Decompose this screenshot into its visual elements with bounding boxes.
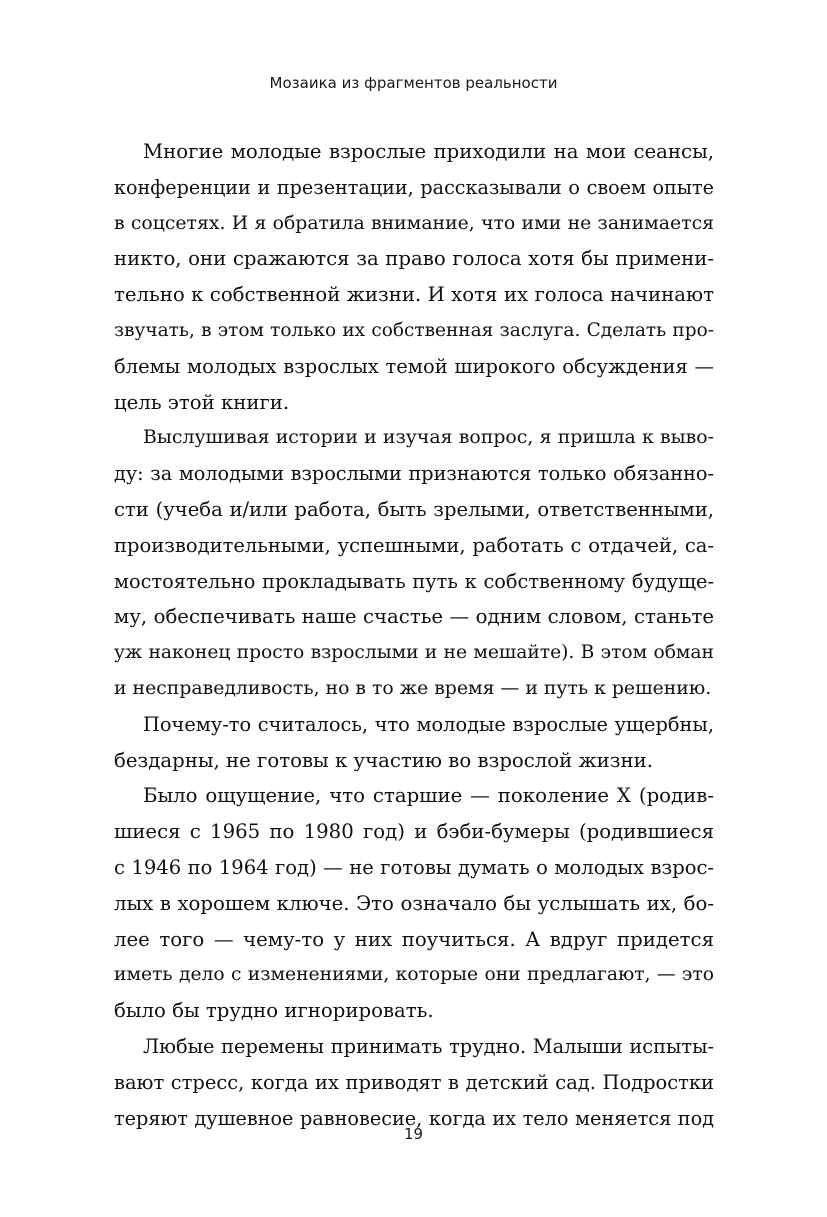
text-line: уж наконец просто взрослыми и не мешайте). В этом обман bbox=[114, 642, 714, 664]
paragraph bbox=[114, 778, 714, 1029]
text-line: иметь дело с изменениями, которые они предлагают, — это bbox=[114, 964, 714, 986]
text-line: с 1946 по 1964 год) — не готовы думать о молодых взрос- bbox=[114, 855, 714, 879]
text-line: Почему-то считалось, что молодые взрослые ущербны, bbox=[143, 712, 714, 736]
text-line: никто, они сражаются за право голоса хотя бы примени- bbox=[114, 247, 714, 271]
text-line: цель этой книги. bbox=[114, 390, 290, 414]
text-line: Любые перемены принимать трудно. Малыши испыты- bbox=[143, 1034, 714, 1058]
text-line: Многие молодые взрослые приходили на мои сеансы, bbox=[143, 140, 714, 163]
paragraph bbox=[114, 1029, 714, 1136]
text-line: Было ощущение, что старшие — поколение X (родив- bbox=[143, 784, 714, 808]
running-header: Мозаика из фрагментов реальности bbox=[269, 74, 558, 92]
text-line: производительными, успешными, работать с отдачей, са- bbox=[114, 533, 714, 557]
text-line: тельно к собственной жизни. И хотя их голоса начинают bbox=[114, 283, 714, 307]
text-line: конференции и презентации, рассказывали о своем опыте bbox=[114, 175, 714, 199]
paragraph bbox=[114, 707, 714, 779]
paragraph bbox=[114, 134, 714, 420]
page-body bbox=[114, 134, 714, 1136]
text-line: лее того — чему-то у них поучиться. А вдруг придется bbox=[114, 927, 714, 951]
text-line: и несправедливость, но в то же время — и путь к решению. bbox=[114, 677, 712, 699]
text-line: вают стресс, когда их приводят в детский сад. Подростки bbox=[114, 1070, 714, 1094]
text-line: му, обеспечивать наше счастье — одним словом, станьте bbox=[114, 605, 714, 629]
text-line: звучать, в этом только их собственная заслуга. Сделать про- bbox=[114, 319, 714, 341]
text-line: в соцсетях. И я обратила внимание, что ими не занимается bbox=[114, 212, 714, 234]
paragraph bbox=[114, 420, 714, 706]
page-number: 19 bbox=[403, 1125, 424, 1143]
text-line: мостоятельно прокладывать путь к собственному будуще- bbox=[114, 569, 714, 593]
text-line: лых в хорошем ключе. Это означало бы услышать их, бо- bbox=[114, 891, 714, 915]
text-line: теряют душевное равновесие, когда их тело меняется под bbox=[114, 1106, 714, 1130]
text-line: сти (учеба и/или работа, быть зрелыми, ответственными, bbox=[114, 497, 714, 521]
text-line: Выслушивая истории и изучая вопрос, я пришла к выво- bbox=[143, 426, 714, 449]
text-line: шиеся с 1965 по 1980 год) и бэби-бумеры (родившиеся bbox=[114, 820, 714, 844]
text-line: блемы молодых взрослых темой широкого обсуждения — bbox=[114, 354, 714, 378]
text-line: ду: за молодыми взрослыми признаются только обязанно- bbox=[114, 462, 714, 486]
text-line: бездарны, не готовы к участию во взрослой жизни. bbox=[114, 748, 654, 772]
text-line: было бы трудно игнорировать. bbox=[114, 999, 434, 1023]
